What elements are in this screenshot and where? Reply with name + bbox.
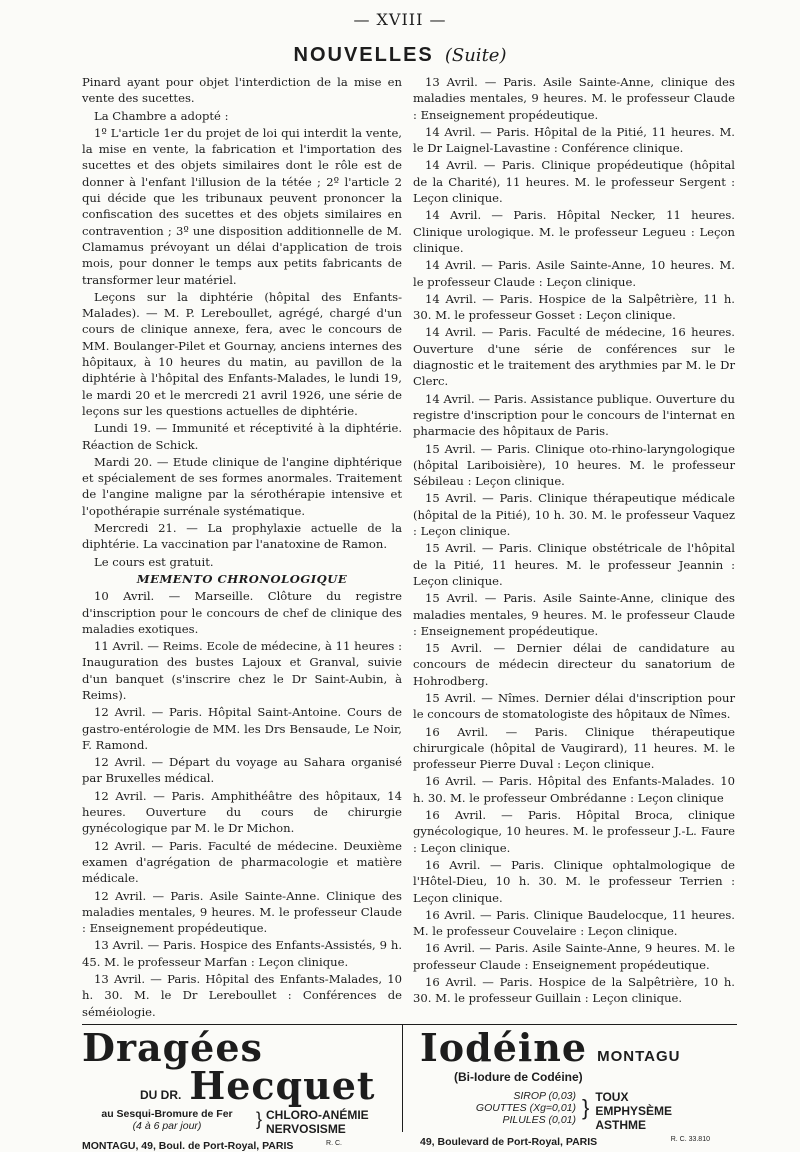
paragraph: 15 Avril. — Paris. Asile Sainte-Anne, clinique des maladies mentales, 9 heures. M. le professeur Claude : Enseignement propédeutique. <box>413 591 735 638</box>
paragraph: 14 Avril. — Paris. Hospice de la Salpêtrière, 11 h. 30. M. le professeur Gosset : Leçon clinique. <box>413 291 735 323</box>
paragraph: 14 Avril. — Paris. Clinique propédeutique (hôpital de la Charité), 11 heures. M. le professeur Sergent : Leçon clinique. <box>413 158 735 206</box>
paragraph: 16 Avril. — Paris. Hospice de la Salpêtrière, 10 h. 30. M. le professeur Guillain : Leçon clinique. <box>413 975 735 1006</box>
paragraph: 12 Avril. — Paris. Hôpital Saint-Antoine. Cours de gastro-entérologie de MM. les Drs Bensaude, Le Noir, F. Ramond. <box>82 705 402 752</box>
ad-form: PILULES (0,01) <box>502 1114 576 1126</box>
paragraph: Pinard ayant pour objet l'interdiction de la mise en vente des sucettes. <box>82 75 402 106</box>
paragraph: 15 Avril. — Nîmes. Dernier délai d'inscription pour le concours de stomatologiste des hôpitaux de Nîmes. <box>413 690 735 722</box>
paragraph: 11 Avril. — Reims. Ecole de médecine, à 11 heures : Inauguration des bustes Lajoux et Granval, suivie d'un banquet (s'inscrire chez le Dr Saint-Aubin, à Reims). <box>82 639 402 702</box>
paragraph: 13 Avril. — Paris. Asile Sainte-Anne, clinique des maladies mentales, 9 heures. M. le professeur Claude : Enseignement propédeutique. <box>413 75 735 122</box>
paragraph: Mardi 20. — Etude clinique de l'angine diphtérique et spécialement de ses formes anormales. Traitement de l'angine maligne par la sérothérapie intensive et l'opothérapie surrénale systématique. <box>82 454 402 518</box>
paragraph: 13 Avril. — Paris. Hospice des Enfants-Assistés, 9 h. 45. M. le professeur Marfan : Leçon clinique. <box>82 938 402 969</box>
paragraph: 15 Avril. — Paris. Clinique obstétricale de l'hôpital de la Pitié, 11 heures. M. le professeur Jeannin : Leçon clinique. <box>413 541 735 588</box>
paragraph: Mercredi 21. — La prophylaxie actuelle de la diphtérie. La vaccination par l'anatoxine de Ramon. <box>82 521 402 552</box>
memento-heading: MEMENTO CHRONOLOGIQUE <box>136 571 348 586</box>
ad-indication: EMPHYSÈME <box>595 1104 673 1118</box>
paragraph: 14 Avril. — Paris. Asile Sainte-Anne, 10 heures. M. le professeur Claude : Leçon clinique. <box>413 258 735 289</box>
paragraph: 15 Avril. — Dernier délai de candidature au concours de médecin directeur du sanatorium de Hohrodberg. <box>413 641 735 688</box>
paragraph: 12 Avril. — Paris. Faculté de médecine. Deuxième examen d'agrégation de pharmacologie et matière médicale. <box>82 838 402 886</box>
paragraph: 16 Avril. — Paris. Hôpital Broca, clinique gynécologique, 10 heures. M. le professeur J.-L. Faure : Leçon clinique. <box>413 808 735 855</box>
ad-brand: MONTAGU <box>597 1048 681 1065</box>
ad-brand: Hecquet <box>189 1063 376 1108</box>
paragraph: 1º L'article 1er du projet de loi qui interdit la vente, la mise en vente, la fabrication et l'importation des sucettes et des objets similaires dont le rôle est de donner à l'enfant l'illusion de la tétée ; 2º l'article 2 qui décide que les tribunaux peuvent prononcer la confiscation des sucettes et des objets similaires en contravention ; 3º une disposition additionnelle de M. Clamamus prévoyant un délai d'application de trois mois, pour donner le temps aux petits fabricants de transformer leur matériel. <box>82 125 402 287</box>
paragraph: 14 Avril. — Paris. Faculté de médecine, 16 heures. Ouverture d'une série de conférences sur le diagnostic et le traitement des arythmies par M. le Dr Clerc. <box>413 325 735 389</box>
paragraph: 14 Avril. — Paris. Hôpital de la Pitié, 11 heures. M. le Dr Laignel-Lavastine : Conférence clinique. <box>413 124 735 156</box>
ad-form: SIROP (0,03) <box>513 1090 576 1102</box>
section-suite: (Suite) <box>444 45 507 66</box>
paragraph: 16 Avril. — Paris. Clinique ophtalmologique de l'Hôtel-Dieu, 10 h. 30. M. le professeur Terrien : Leçon clinique. <box>413 857 735 905</box>
ad-indication: CHLORO-ANÉMIE <box>266 1108 369 1122</box>
paragraph: 16 Avril. — Paris. Asile Sainte-Anne, 9 heures. M. le professeur Claude : Enseignement propédeutique. <box>413 941 735 972</box>
right-column <box>413 74 735 1008</box>
ad-indication: NERVOSISME <box>266 1122 346 1136</box>
paragraph: 12 Avril. — Paris. Amphithéâtre des hôpitaux, 14 heures. Ouverture du cours de chirurgie gynécologique par M. le Dr Michon. <box>82 788 402 836</box>
paragraph: Le cours est gratuit. <box>94 554 214 569</box>
paragraph: 12 Avril. — Paris. Asile Sainte-Anne. Clinique des maladies mentales, 9 heures. M. le professeur Claude : Enseignement propédeutique. <box>82 888 402 936</box>
paragraph: 12 Avril. — Départ du voyage au Sahara organisé par Bruxelles médical. <box>82 755 402 786</box>
ad-title: Dragées <box>82 1025 263 1070</box>
paragraph: 16 Avril. — Paris. Hôpital des Enfants-Malades. 10 h. 30. M. le professeur Ombrédanne : Leçon clinique <box>413 774 735 805</box>
ad-indication: TOUX <box>595 1090 629 1104</box>
ad-du-dr: DU DR. <box>140 1088 182 1102</box>
ad-dose: (4 à 6 par jour) <box>132 1120 202 1132</box>
ad-indication: ASTHME <box>595 1118 647 1132</box>
ad-dragees-hecquet: Dragées DU DR. Hecquet au Sesqui-Bromure de Fer (4 à 6 par jour) } CHLORO-ANÉMIE NERVOSISME MONTAGU, 49, Boul. de Port-Royal, PARIS R. C. <box>82 1025 376 1152</box>
ad-address: MONTAGU, 49, Boul. de Port-Royal, PARIS <box>82 1140 294 1152</box>
ad-address: 49, Boulevard de Port-Royal, PARIS <box>420 1136 598 1148</box>
ad-rc: R. C. <box>326 1140 342 1147</box>
ad-iodeine-montagu: Iodéine MONTAGU (Bi-Iodure de Codéine) SIROP (0,03) GOUTTES (Xg=0,01) PILULES (0,01) } TOUX EMPHYSÈME ASTHME 49, Boulevard de Port-Royal, PARIS R. C. 33.810 <box>420 1028 740 1148</box>
ad-subtitle: (Bi-Iodure de Codéine) <box>454 1070 583 1084</box>
paragraph: 15 Avril. — Paris. Clinique oto-rhino-laryngologique (hôpital Lariboisière), 10 heures. M. le professeur Sébileau : Leçon clinique. <box>413 441 735 489</box>
ad-divider-vertical <box>402 1024 403 1132</box>
paragraph: 15 Avril. — Paris. Clinique thérapeutique médicale (hôpital de la Pitié), 10 h. 30. M. le professeur Vaquez : Leçon clinique. <box>413 491 735 539</box>
section-header <box>0 44 800 67</box>
paragraph: Leçons sur la diphtérie (hôpital des Enfants-Malades). — M. P. Lereboullet, agrégé, chargé d'un cours de clinique annexe, fera, avec le concours de MM. Boulanger-Pilet et Gournay, anciens internes des hôpitaux, à 10 heures du matin, au pavillon de la diphtérie à l'hôpital des Enfants-Malades, le lundi 19, le mardi 20 et le mercredi 21 avril 1926, une série de leçons sur les questions actuelles de diphtérie. <box>82 289 402 418</box>
paragraph: 10 Avril. — Marseille. Clôture du registre d'inscription pour le concours de chef de clinique des maladies exotiques. <box>82 589 402 636</box>
ad-title: Iodéine <box>420 1025 588 1070</box>
page-number: — XVIII — <box>353 10 447 29</box>
paragraph: 16 Avril. — Paris. Clinique Baudelocque, 11 heures. M. le professeur Couvelaire : Leçon clinique. <box>413 907 735 939</box>
paragraph: 13 Avril. — Paris. Hôpital des Enfants-Malades, 10 h. 30. M. le Dr Lereboullet : Conférences de séméiologie. <box>82 972 402 1019</box>
left-column <box>82 74 402 1021</box>
paragraph: Lundi 19. — Immunité et réceptivité à la diphtérie. Réaction de Schick. <box>82 421 402 452</box>
ad-line: au Sesqui-Bromure de Fer <box>101 1108 233 1120</box>
paragraph: 14 Avril. — Paris. Hôpital Necker, 11 heures. Clinique urologique. M. le professeur Legueu : Leçon clinique. <box>413 208 735 255</box>
paragraph: La Chambre a adopté : <box>94 108 229 123</box>
paragraph: 14 Avril. — Paris. Assistance publique. Ouverture du registre d'inscription pour le concours de l'internat en pharmacie des hôpitaux de Paris. <box>413 391 735 439</box>
paragraph: 16 Avril. — Paris. Clinique thérapeutique chirurgicale (hôpital de Vaugirard), 11 heures. M. le professeur Pierre Duval : Leçon clinique. <box>413 724 735 772</box>
ad-rc: R. C. 33.810 <box>670 1136 710 1143</box>
ad-form: GOUTTES (Xg=0,01) <box>475 1102 576 1114</box>
section-title: NOUVELLES <box>293 44 434 66</box>
